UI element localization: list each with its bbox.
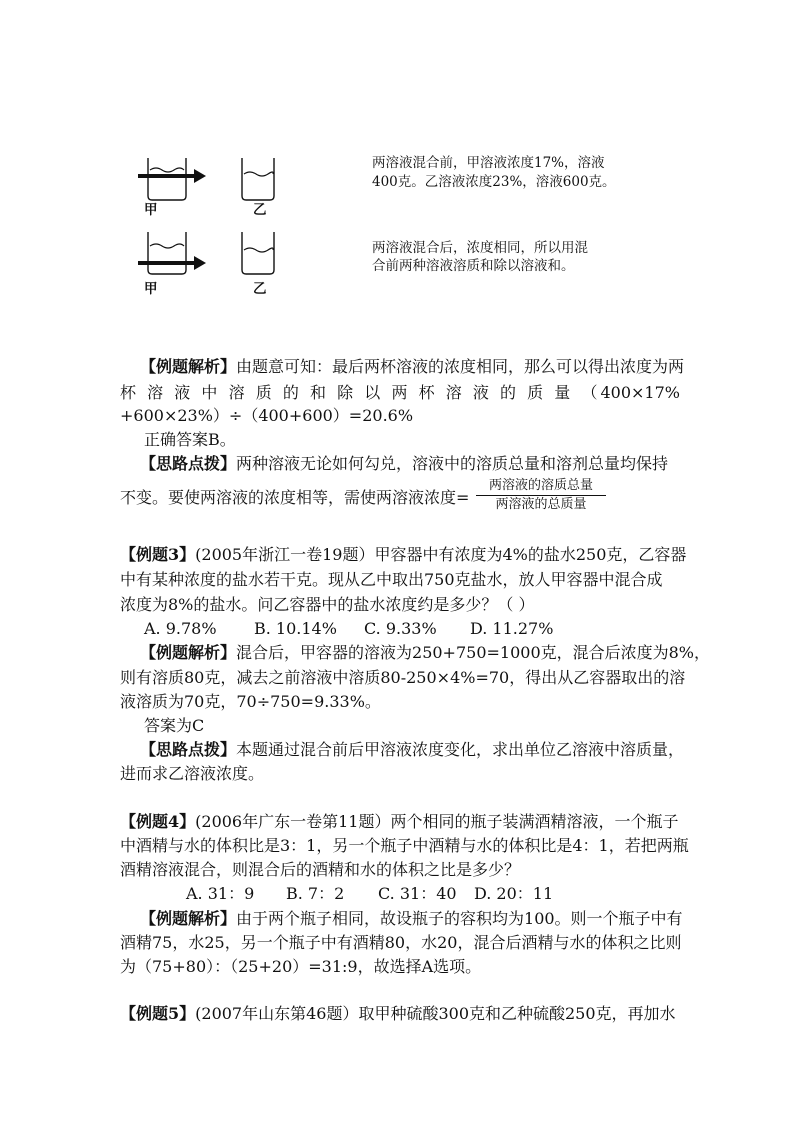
ex3-tip-line1 — [140, 740, 684, 760]
ex2-tip-line1 — [140, 454, 668, 474]
ex4-analysis-line2: 酒精75，水25，另一个瓶子中有酒精80，水20，混合后酒精与水的体积之比则 — [120, 933, 682, 952]
ex2-tip-tag: 【思路点拨】 — [140, 454, 237, 473]
ex4-option-d: D. 20：11 — [474, 884, 554, 903]
cup-jia-before — [138, 158, 206, 200]
ex3-tip-text1: 本题通过混合前后甲溶液浓度变化，求出单位乙溶液中溶质量， — [236, 740, 685, 759]
ex3-tip-line2: 进而求乙溶液浓度。 — [120, 764, 265, 783]
diagram-note-after-line2: 合前两种溶液溶质和除以溶液和。 — [372, 258, 575, 274]
cup-yi-after — [242, 232, 274, 274]
ex2-analysis-line3: +600×23%）÷（400+600）=20.6% — [120, 406, 414, 425]
ex2-answer: 正确答案B。 — [144, 430, 236, 449]
fraction-denominator: 两溶液的总质量 — [495, 497, 587, 512]
ex3-option-d: D. 11.27% — [470, 619, 554, 638]
diagram-cups-right — [232, 150, 292, 300]
ex4-question-line2: 中酒精与水的体积比是3：1，另一个瓶子中酒精与水的体积比是4：1，若把两瓶 — [120, 836, 689, 855]
ex3-tip-tag: 【思路点拨】 — [140, 740, 237, 759]
ex4-question-text1: (2006年广东一卷第11题）两个相同的瓶子装满酒精溶液，一个瓶子 — [195, 812, 679, 831]
ex5-question-line1 — [120, 1004, 676, 1024]
ex2-tip-text1: 两种溶液无论如何勾兑，溶液中的溶质总量和溶剂总量均保持 — [236, 454, 669, 473]
ex3-question-line2: 中有某种浓度的盐水若干克。现从乙中取出750克盐水，放人甲容器中混合成 — [120, 570, 663, 589]
ex3-tag: 【例题3】 — [120, 545, 196, 564]
cup-label-jia-bottom: 甲 — [144, 281, 158, 297]
ex3-analysis-tag: 【例题解析】 — [140, 643, 237, 662]
ex4-analysis-line3: 为（75+80）：（25+20）=31:9，故选择A选项。 — [120, 957, 482, 976]
ex3-analysis-line1 — [140, 643, 710, 663]
ex5-question-text1: (2007年山东第46题）取甲种硫酸300克和乙种硫酸250克，再加水 — [195, 1004, 676, 1023]
ex2-analysis-text1: 由题意可知：最后两杯溶液的浓度相同，那么可以得出浓度为两 — [236, 357, 685, 376]
ex4-analysis-line1 — [140, 909, 683, 929]
ex3-question-line3: 浓度为8%的盐水。问乙容器中的盐水浓度约是多少？（ ） — [120, 595, 535, 614]
ex2-analysis-tag: 【例题解析】 — [140, 357, 237, 376]
ex2-analysis-line1 — [140, 357, 684, 377]
ex4-option-c: C. 31：40 — [378, 884, 457, 903]
ex3-option-b: B. 10.14% — [254, 619, 337, 638]
ex3-answer: 答案为C — [144, 716, 205, 735]
ex3-question-text1: (2005年浙江一卷19题）甲容器中有浓度为4%的盐水250克，乙容器 — [195, 545, 687, 564]
ex3-analysis-text1: 混合后，甲容器的溶液为250+750=1000克，混合后浓度为8%， — [236, 643, 711, 662]
ex3-option-c: C. 9.33% — [364, 619, 437, 638]
fraction-numerator: 两溶液的溶质总量 — [488, 478, 593, 493]
diagram-cups-left — [130, 150, 230, 300]
cup-label-jia-top: 甲 — [144, 202, 158, 218]
ex4-option-b: B. 7：2 — [286, 884, 345, 903]
ex4-question-line1 — [120, 812, 678, 832]
cup-jia-after — [138, 232, 206, 274]
ex3-analysis-line3: 液溶质为70克，70÷750=9.33%。 — [120, 692, 381, 711]
ex3-option-a: A. 9.78% — [144, 619, 217, 638]
ex3-question-line1 — [120, 545, 686, 565]
diagram-note-after-line1: 两溶液混合后，浓度相同，所以用混 — [372, 240, 588, 256]
ex5-tag: 【例题5】 — [120, 1004, 196, 1023]
cup-label-yi-bottom: 乙 — [253, 281, 267, 297]
ex2-tip-line2: 不变。要使两溶液的浓度相等，需使两溶液浓度= — [120, 488, 470, 507]
cup-yi-before — [242, 158, 274, 200]
ex4-analysis-text1: 由于两个瓶子相同，故设瓶子的容积均为100。则一个瓶子中有 — [236, 909, 683, 928]
ex3-analysis-line2: 则有溶质80克，减去之前溶液中溶质80-250×4%=70，得出从乙容器取出的溶 — [120, 668, 686, 687]
diagram-note-before-line1: 两溶液混合前，甲溶液浓度17%，溶液 — [372, 155, 605, 171]
ex2-analysis-line2: 杯 溶 液 中 溶 质 的 和 除 以 两 杯 溶 液 的 质 量 （400×17% — [120, 383, 680, 402]
fraction-bar — [476, 495, 606, 496]
concentration-fraction — [476, 478, 606, 513]
ex4-analysis-tag: 【例题解析】 — [140, 909, 237, 928]
ex4-tag: 【例题4】 — [120, 812, 196, 831]
diagram-note-before-line2: 400克。乙溶液浓度23%，溶液600克。 — [372, 174, 616, 190]
cup-label-yi-top: 乙 — [253, 202, 267, 218]
ex4-option-a: A. 31：9 — [186, 884, 255, 903]
ex4-question-line3: 酒精溶液混合，则混合后的酒精和水的体积之比是多少？ — [120, 860, 521, 879]
